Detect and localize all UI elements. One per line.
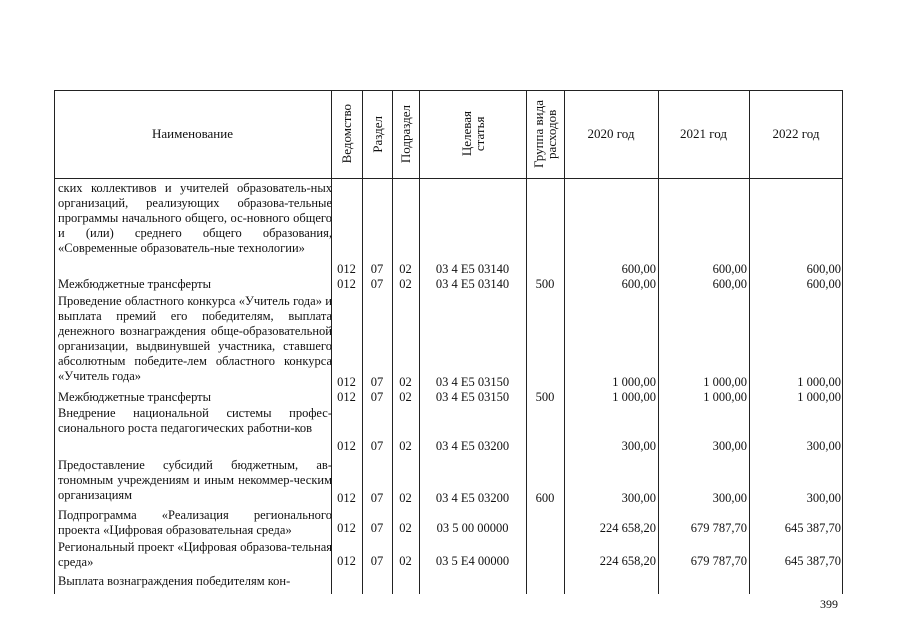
header-name-label: Наименование <box>152 126 233 141</box>
row-2021: 600,00 <box>712 262 747 276</box>
row-podrazdel: 02 <box>399 262 412 276</box>
row-2020: 224 658,20 <box>599 554 656 568</box>
header-2022 <box>749 90 843 178</box>
header-razdel-label: Раздел <box>369 115 385 153</box>
row-podrazdel: 02 <box>399 521 412 535</box>
row-group: 500 <box>535 277 555 291</box>
row-2021: 679 787,70 <box>690 554 747 568</box>
header-group-line2: расходов <box>544 109 559 159</box>
row-name: ских коллективов и учителей образователь-ных организаций, реализующих образова-тельные программы начального общего, ос-новного общего и (или) среднего общего образования, «Современные образователь-ные технологии» <box>58 181 332 255</box>
row-target: 03 4 E5 03140 <box>435 262 510 276</box>
row-2020: 224 658,20 <box>599 521 656 535</box>
row-ved: 012 <box>337 521 356 535</box>
header-group-label <box>532 100 558 168</box>
row-2022: 1 000,00 <box>797 390 841 404</box>
header-vedomstvo <box>331 90 362 178</box>
row-2021: 1 000,00 <box>703 375 747 389</box>
header-2021 <box>658 90 749 178</box>
row-2020: 1 000,00 <box>612 390 656 404</box>
header-target <box>419 90 526 178</box>
row-razdel: 07 <box>370 277 384 291</box>
row-name: Проведение областного конкурса «Учитель года» и выплата премий его победителям, выплата денежного вознаграждения обще-образовательной организации, выдвинувшей участника, ставшего абсолютным победите-лем областного конкурса «Учитель года» <box>58 294 332 383</box>
row-razdel: 07 <box>370 491 384 505</box>
header-group <box>526 90 564 178</box>
row-ved: 012 <box>337 277 356 291</box>
header-vedomstvo-label: Ведомство <box>339 104 354 164</box>
row-razdel: 07 <box>370 554 384 568</box>
header-2020 <box>564 90 658 178</box>
row-target: 03 5 00 00000 <box>436 521 509 535</box>
row-2021: 300,00 <box>712 439 747 453</box>
row-ved: 012 <box>337 491 356 505</box>
page-number: 399 <box>820 597 838 611</box>
row-name: Предоставление субсидий бюджетным, ав-тономным учреждениям и иным некоммер-ческим организациям <box>58 458 332 502</box>
row-podrazdel: 02 <box>399 375 412 389</box>
row-2022: 645 387,70 <box>784 521 841 535</box>
row-razdel: 07 <box>370 439 384 453</box>
row-razdel: 07 <box>370 375 384 389</box>
row-target: 03 4 E5 03150 <box>435 390 510 404</box>
header-target-line1: Целевая <box>458 111 474 157</box>
row-target: 03 4 E5 03150 <box>435 375 510 389</box>
row-2021: 600,00 <box>712 277 747 291</box>
header-divider <box>54 178 843 179</box>
row-name: Межбюджетные трансферты <box>58 277 212 291</box>
row-ved: 012 <box>337 390 356 404</box>
header-target-label <box>460 111 486 156</box>
header-group-line1: Группа вида <box>531 100 546 168</box>
row-podrazdel: 02 <box>399 491 412 505</box>
row-podrazdel: 02 <box>399 390 412 404</box>
header-podrazdel <box>392 90 419 178</box>
header-2020-label: 2020 год <box>587 126 635 141</box>
row-2021: 679 787,70 <box>690 521 747 535</box>
row-podrazdel: 02 <box>399 554 412 568</box>
header-2021-label: 2021 год <box>680 126 727 141</box>
header-podrazdel-label: Подраздел <box>398 104 413 164</box>
row-2022: 300,00 <box>806 491 841 505</box>
row-2020: 600,00 <box>621 277 656 291</box>
row-2022: 600,00 <box>806 262 841 276</box>
row-group: 500 <box>535 390 555 404</box>
header-2022-label: 2022 год <box>772 126 820 141</box>
row-razdel: 07 <box>370 521 384 535</box>
row-ved: 012 <box>337 262 356 276</box>
row-name: Межбюджетные трансферты <box>58 390 212 404</box>
row-target: 03 4 E5 03200 <box>435 491 510 505</box>
row-razdel: 07 <box>370 262 384 276</box>
row-name: Выплата вознаграждения победителям кон- <box>58 574 291 588</box>
row-name: Региональный проект «Цифровая образова-тельная среда» <box>58 540 332 569</box>
header-name <box>54 90 331 178</box>
row-target: 03 4 E5 03140 <box>435 277 510 291</box>
row-2021: 1 000,00 <box>703 390 747 404</box>
row-2022: 645 387,70 <box>784 554 841 568</box>
row-target: 03 5 E4 00000 <box>435 554 510 568</box>
row-name: Подпрограмма «Реализация регионального проекта «Цифровая образовательная среда» <box>58 508 332 537</box>
row-ved: 012 <box>337 439 356 453</box>
row-podrazdel: 02 <box>399 439 412 453</box>
row-2020: 1 000,00 <box>612 375 656 389</box>
row-target: 03 4 E5 03200 <box>435 439 510 453</box>
header-razdel <box>362 90 392 178</box>
header-target-line2: статья <box>471 116 487 152</box>
row-2020: 300,00 <box>621 491 656 505</box>
row-ved: 012 <box>337 554 356 568</box>
budget-table <box>54 90 843 594</box>
row-razdel: 07 <box>370 390 384 404</box>
row-2022: 300,00 <box>806 439 841 453</box>
row-2022: 600,00 <box>806 277 841 291</box>
row-2020: 300,00 <box>621 439 656 453</box>
row-ved: 012 <box>337 375 356 389</box>
row-2021: 300,00 <box>712 491 747 505</box>
row-name: Внедрение национальной системы профес-сионального роста педагогических работни-ков <box>58 406 332 435</box>
row-podrazdel: 02 <box>399 277 412 291</box>
row-2020: 600,00 <box>621 262 656 276</box>
row-2022: 1 000,00 <box>797 375 841 389</box>
row-group: 600 <box>535 491 555 505</box>
